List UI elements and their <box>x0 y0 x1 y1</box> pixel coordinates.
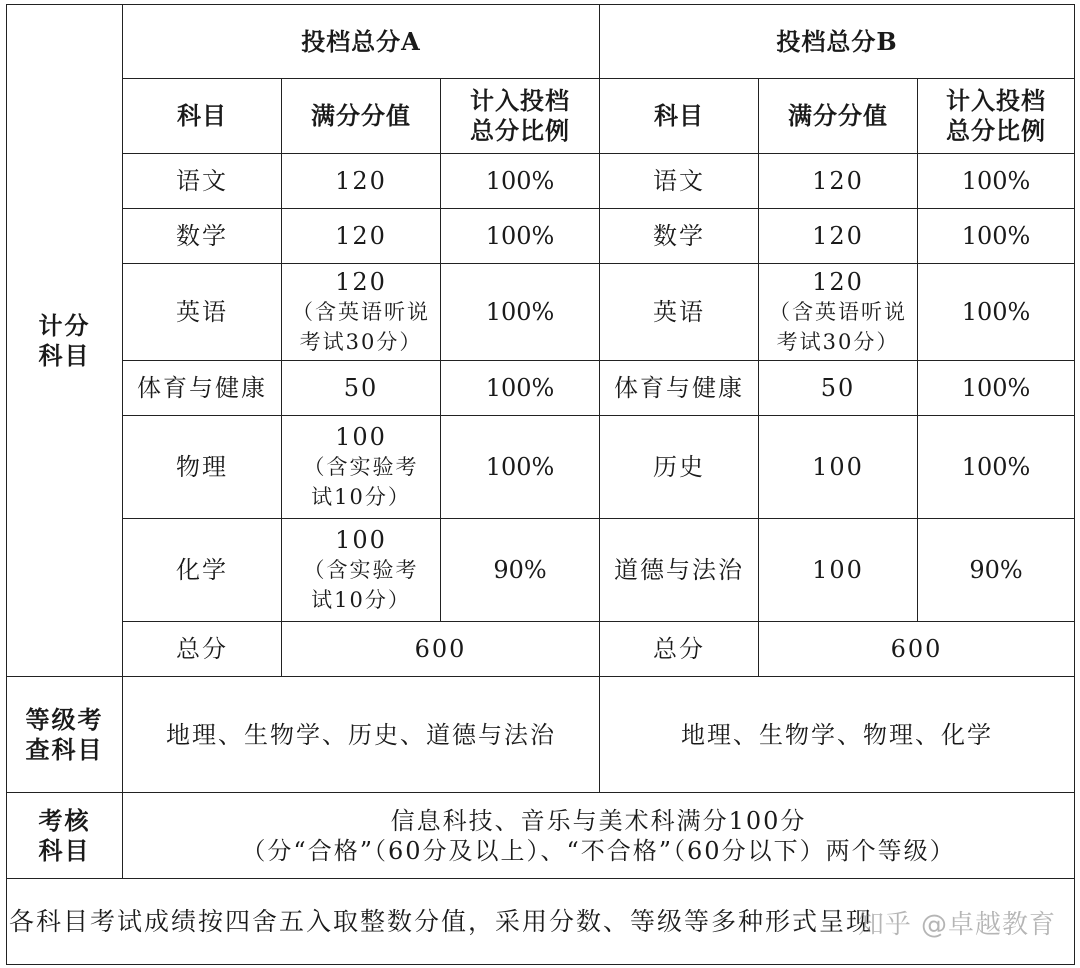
graded-row <box>7 677 1075 793</box>
cell-ratio-b: 100% <box>918 209 1075 264</box>
cell-ratio-b: 100% <box>918 264 1075 361</box>
col-ratio-b: 计入投档 总分比例 <box>918 79 1075 154</box>
total-value-b: 600 <box>759 622 1075 677</box>
group-b-header: 投档总分B <box>600 5 1075 79</box>
cell-subject-a: 化学 <box>123 519 282 622</box>
cell-score-b: 120 （含英语听说 考试30分） <box>759 264 918 361</box>
cell-score-b: 120 <box>759 154 918 209</box>
cell-subject-b: 数学 <box>600 209 759 264</box>
cell-subject-a: 数学 <box>123 209 282 264</box>
table-row <box>7 264 1075 361</box>
col-ratio-a: 计入投档 总分比例 <box>441 79 600 154</box>
total-value-a: 600 <box>282 622 600 677</box>
cell-subject-b: 道德与法治 <box>600 519 759 622</box>
cell-score-a: 120 <box>282 154 441 209</box>
cell-subject-a: 语文 <box>123 154 282 209</box>
cell-score-a: 120 （含英语听说 考试30分） <box>282 264 441 361</box>
group-a-header: 投档总分A <box>123 5 600 79</box>
cell-ratio-a: 100% <box>441 154 600 209</box>
cell-score-a: 100 （含实验考 试10分） <box>282 519 441 622</box>
cell-score-b: 50 <box>759 361 918 416</box>
cell-ratio-a: 100% <box>441 264 600 361</box>
cell-ratio-b: 100% <box>918 361 1075 416</box>
cell-score-b: 100 <box>759 416 918 519</box>
graded-subjects-label: 等级考 查科目 <box>7 677 123 793</box>
cell-ratio-b: 100% <box>918 416 1075 519</box>
table-row <box>7 361 1075 416</box>
graded-subjects-a: 地理、生物学、历史、道德与法治 <box>123 677 600 793</box>
watermark: 知乎 @卓越教育 <box>857 910 1056 940</box>
total-label-b: 总分 <box>600 622 759 677</box>
cell-score-a: 120 <box>282 209 441 264</box>
cell-ratio-a: 100% <box>441 209 600 264</box>
total-label-a: 总分 <box>123 622 282 677</box>
cell-subject-b: 体育与健康 <box>600 361 759 416</box>
col-subject-b: 科目 <box>600 79 759 154</box>
cell-subject-a: 体育与健康 <box>123 361 282 416</box>
cell-ratio-b: 100% <box>918 154 1075 209</box>
cell-ratio-a: 100% <box>441 416 600 519</box>
assess-row <box>7 793 1075 879</box>
cell-subject-a: 物理 <box>123 416 282 519</box>
table-row <box>7 519 1075 622</box>
cell-subject-b: 英语 <box>600 264 759 361</box>
footnote: 各科目考试成绩按四舍五入取整数分值，采用分数、等级等多种形式呈现 <box>7 879 1075 965</box>
cell-ratio-a: 100% <box>441 361 600 416</box>
total-row <box>7 622 1075 677</box>
cell-subject-b: 历史 <box>600 416 759 519</box>
cell-ratio-b: 90% <box>918 519 1075 622</box>
cell-score-a: 50 <box>282 361 441 416</box>
col-full-score-b: 满分分值 <box>759 79 918 154</box>
cell-score-b: 120 <box>759 209 918 264</box>
assess-subjects-label: 考核 科目 <box>7 793 123 879</box>
graded-subjects-b: 地理、生物学、物理、化学 <box>600 677 1075 793</box>
cell-subject-a: 英语 <box>123 264 282 361</box>
col-subject-a: 科目 <box>123 79 282 154</box>
score-table <box>6 4 1075 965</box>
scored-subjects-label: 计分 科目 <box>7 5 123 677</box>
cell-score-a: 100 （含实验考 试10分） <box>282 416 441 519</box>
col-full-score-a: 满分分值 <box>282 79 441 154</box>
assess-description: 信息科技、音乐与美术科满分100分 （分“合格”（60分及以上）、“不合格”（60分以下）两个等级） <box>123 793 1075 879</box>
table-row <box>7 209 1075 264</box>
cell-score-b: 100 <box>759 519 918 622</box>
cell-ratio-a: 90% <box>441 519 600 622</box>
cell-subject-b: 语文 <box>600 154 759 209</box>
table-row <box>7 416 1075 519</box>
table-row <box>7 154 1075 209</box>
